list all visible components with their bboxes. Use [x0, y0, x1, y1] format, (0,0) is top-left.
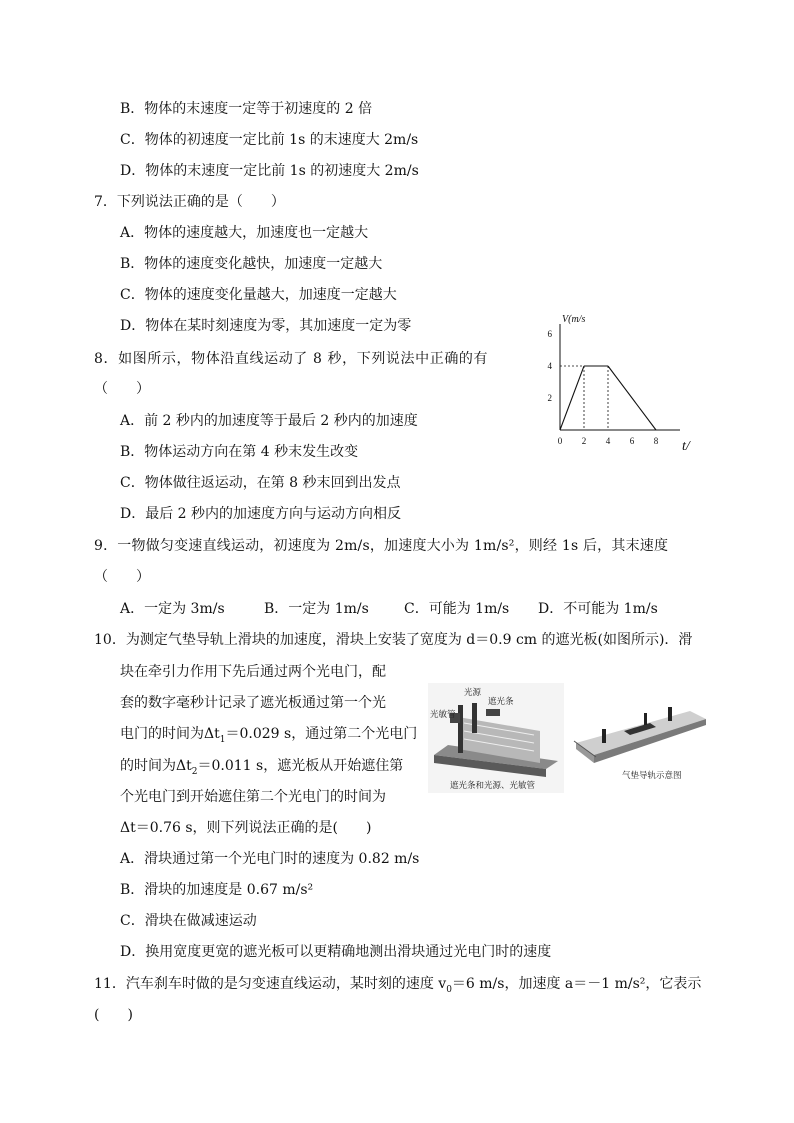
q7-option-d: D．物体在某时刻速度为零，其加速度一定为零: [120, 318, 412, 334]
photo-air-track: [572, 683, 710, 793]
q8-stem-bracket: （ ）: [94, 381, 150, 397]
q8-option-c: C．物体做往返运动，在第 8 秒末回到出发点: [120, 475, 401, 491]
q9-option-d: D．不可能为 1m/s: [538, 601, 658, 617]
q11-stem-line-1: [94, 974, 701, 1000]
q8-stem: 8．如图所示，物体沿直线运动了 8 秒，下列说法中正确的有: [94, 351, 489, 367]
x-tick-label-2: 4: [605, 436, 611, 446]
q11-stem-bracket: ( ): [94, 1007, 133, 1023]
q7-option-a: A．物体的速度越大，加速度也一定越大: [120, 225, 369, 241]
q10-stem-line-2: 块在牵引力作用下先后通过两个光电门，配: [120, 664, 386, 680]
q10-option-a: A．滑块通过第一个光电门时的速度为 0.82 m/s: [120, 851, 420, 867]
q10-dt1-value: ＝0.029 s，通过第二个光电门: [225, 726, 418, 742]
q11-v0-sub: 0: [446, 984, 452, 995]
light-bar-label: 遮光条: [488, 697, 514, 707]
y-tick-label-1: 4: [547, 361, 552, 371]
x-tick-label-3: 6: [629, 436, 635, 446]
q9-option-c: C．可能为 1m/s: [404, 601, 510, 617]
q11-stem-part-2: ＝6 m/s，加速度 a＝－1 m/s²，它表示: [451, 976, 702, 992]
q10-dt2-sub: 2: [191, 766, 198, 777]
q10-option-c: C．滑块在做减速运动: [120, 913, 257, 929]
series-segment-0: [560, 366, 584, 430]
y-tick-label-2: 6: [547, 329, 552, 339]
q7-option-b: B．物体的速度变化越快，加速度一定越大: [120, 256, 383, 272]
photo2-caption: 气垫导轨示意图: [622, 771, 682, 781]
q10-dt2-label: 的时间为Δt: [120, 758, 192, 774]
photo1-caption: 遮光条和光源、光敏管: [450, 781, 536, 791]
q10-dt1-label: 电门的时间为Δt: [120, 726, 220, 742]
q9-option-b: B．一定为 1m/s: [264, 601, 369, 617]
q6-option-c: C．物体的初速度一定比前 1s 的末速度大 2m/s: [120, 132, 419, 148]
q8-option-a: A．前 2 秒内的加速度等于最后 2 秒内的加速度: [120, 413, 418, 429]
q10-option-d: D．换用宽度更宽的遮光板可以更精确地测出滑块通过光电门时的速度: [120, 944, 552, 960]
photosensor-label: 光敏管: [430, 710, 456, 720]
q6-option-d: D．物体的末速度一定比前 1s 的初速度大 2m/s: [120, 163, 419, 179]
q8-option-b: B．物体运动方向在第 4 秒末发生改变: [120, 444, 359, 460]
light-source-label: 光源: [464, 688, 482, 698]
y-tick-label-0: 2: [547, 393, 552, 403]
q10-stem-line-5: [120, 756, 403, 782]
q9-stem-bracket: （ ）: [94, 569, 150, 585]
q7-option-c: C．物体的速度变化量越大，加速度一定越大: [120, 287, 397, 303]
q10-stem-line-1: 10．为测定气垫导轨上滑块的加速度，滑块上安装了宽度为 d＝0.9 cm 的遮光板(如图所示)．滑: [94, 632, 693, 648]
q10-dt2-value: ＝0.011 s，遮光板从开始遮住第: [197, 758, 404, 774]
q10-dt1-sub: 1: [219, 734, 226, 745]
q10-stem-line-4: [120, 724, 417, 750]
q6-option-b: B．物体的末速度一定等于初速度的 2 倍: [120, 101, 373, 117]
q8-option-d: D．最后 2 秒内的加速度方向与运动方向相反: [120, 506, 402, 522]
q10-stem-line-6: 个光电门到开始遮住第二个光电门的时间为: [120, 789, 386, 805]
q10-stem-line-7: Δt＝0.76 s，则下列说法正确的是( ): [120, 820, 372, 836]
q10-option-b: B．滑块的加速度是 0.67 m/s²: [120, 882, 314, 898]
q10-stem-line-3: 套的数字毫秒计记录了遮光板通过第一个光: [120, 695, 386, 711]
q7-stem: 7．下列说法正确的是（ ）: [94, 194, 285, 210]
x-axis-label: t/: [682, 439, 690, 454]
y-axis-label: V(m/s: [562, 314, 586, 325]
x-tick-label-4: 8: [653, 436, 659, 446]
q11-stem-part-1: 11．汽车刹车时做的是匀变速直线运动，某时刻的速度 v: [94, 976, 447, 992]
series-segment-2: [608, 366, 656, 430]
q9-option-a: A．一定为 3m/s: [120, 601, 225, 617]
photo-light-bar-sensor: [428, 683, 564, 793]
velocity-time-chart: [536, 306, 706, 456]
x-tick-label-0: 0: [557, 436, 563, 446]
x-tick-label-1: 2: [581, 436, 587, 446]
q9-stem: 9．一物做匀变速直线运动，初速度为 2m/s，加速度大小为 1m/s²，则经 1s 后，其末速度: [94, 538, 669, 554]
